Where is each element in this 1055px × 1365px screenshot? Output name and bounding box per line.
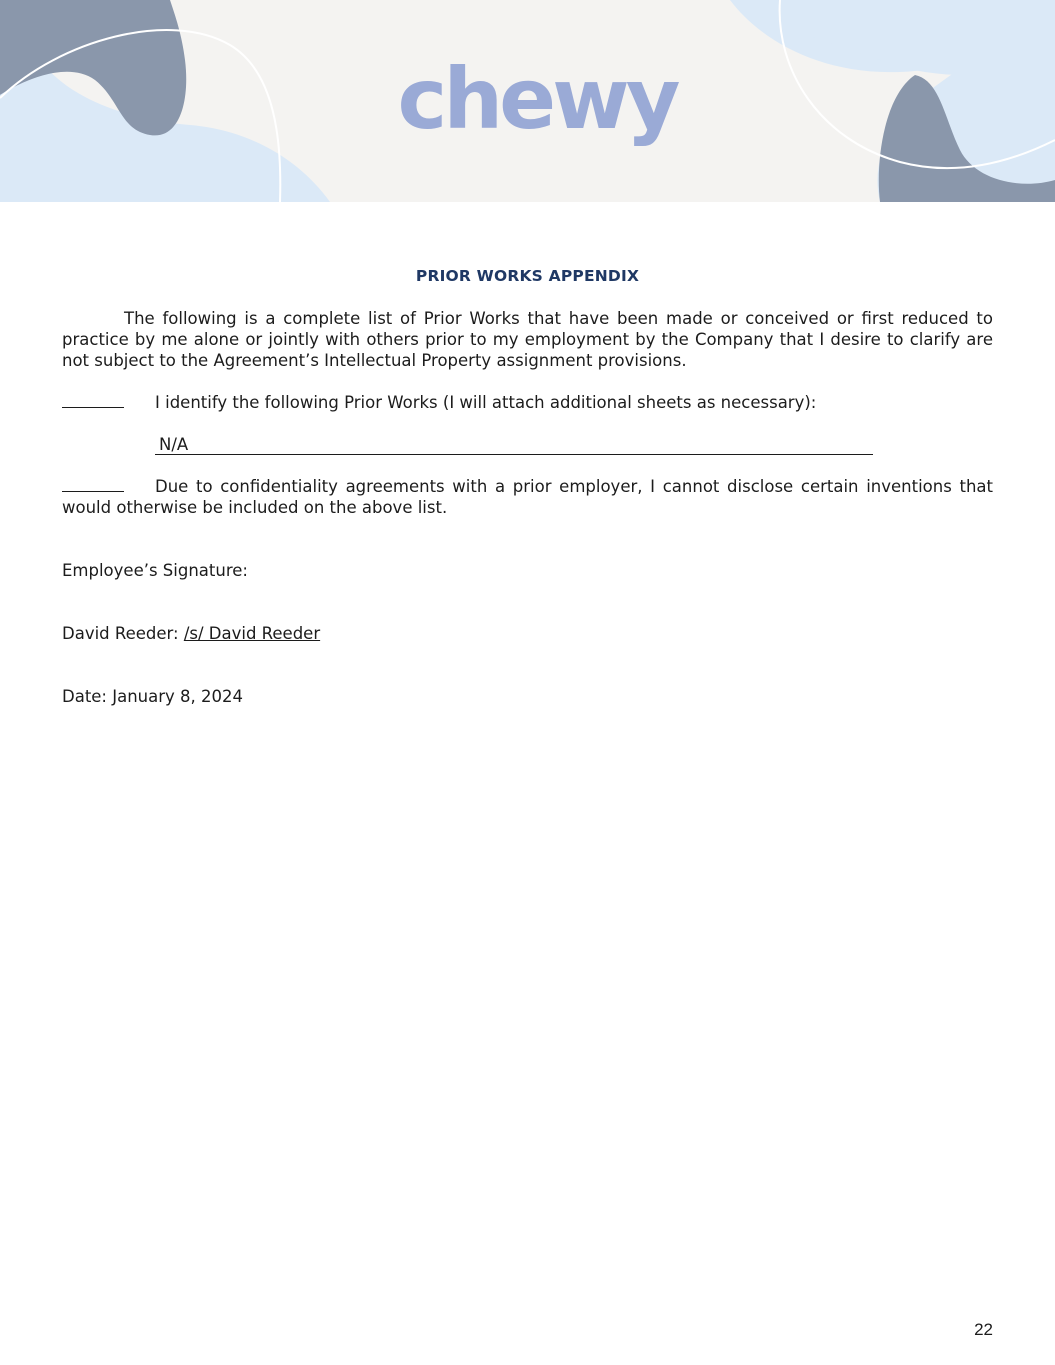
- page-number: 22: [974, 1320, 993, 1339]
- header-banner: [0, 0, 1055, 202]
- option-one-blank: [62, 392, 124, 408]
- spacer: [62, 371, 993, 392]
- page-title: PRIOR WORKS APPENDIX: [415, 267, 640, 285]
- spacer: [62, 518, 993, 560]
- option-one-text: I identify the following Prior Works (I will attach additional sheets as necessary):: [155, 393, 817, 412]
- option-one-row: [62, 392, 993, 413]
- signature-heading: Employee’s Signature:: [62, 561, 248, 580]
- spacer: [62, 644, 993, 686]
- intro-paragraph: The following is a complete list of Prior Works that have been made or conceived or first reduced to practice by me alone or jointly with others prior to my employment by the Company that I desire to clarify are not subject to the Agreement’s Intellectual Property assignment provisions.: [62, 309, 993, 370]
- option-two-blank: [62, 476, 124, 492]
- option-two-row: [62, 476, 993, 518]
- spacer: [62, 413, 993, 434]
- decorative-banner-graphic: [0, 0, 1055, 202]
- signature-value: /s/ David Reeder: [183, 624, 321, 643]
- prior-works-entry: N/A: [155, 434, 873, 455]
- spacer: [62, 455, 993, 476]
- signer-row: [62, 623, 993, 644]
- spacer: [62, 581, 993, 623]
- date-line: Date: January 8, 2024: [62, 687, 244, 706]
- chewy-logo: chewy: [397, 50, 677, 148]
- signer-label: David Reeder:: [62, 624, 179, 643]
- document-body: [62, 262, 993, 707]
- option-two-text: Due to confidentiality agreements with a prior employer, I cannot disclose certain inventions that would otherwise be included on the above list.: [62, 477, 993, 517]
